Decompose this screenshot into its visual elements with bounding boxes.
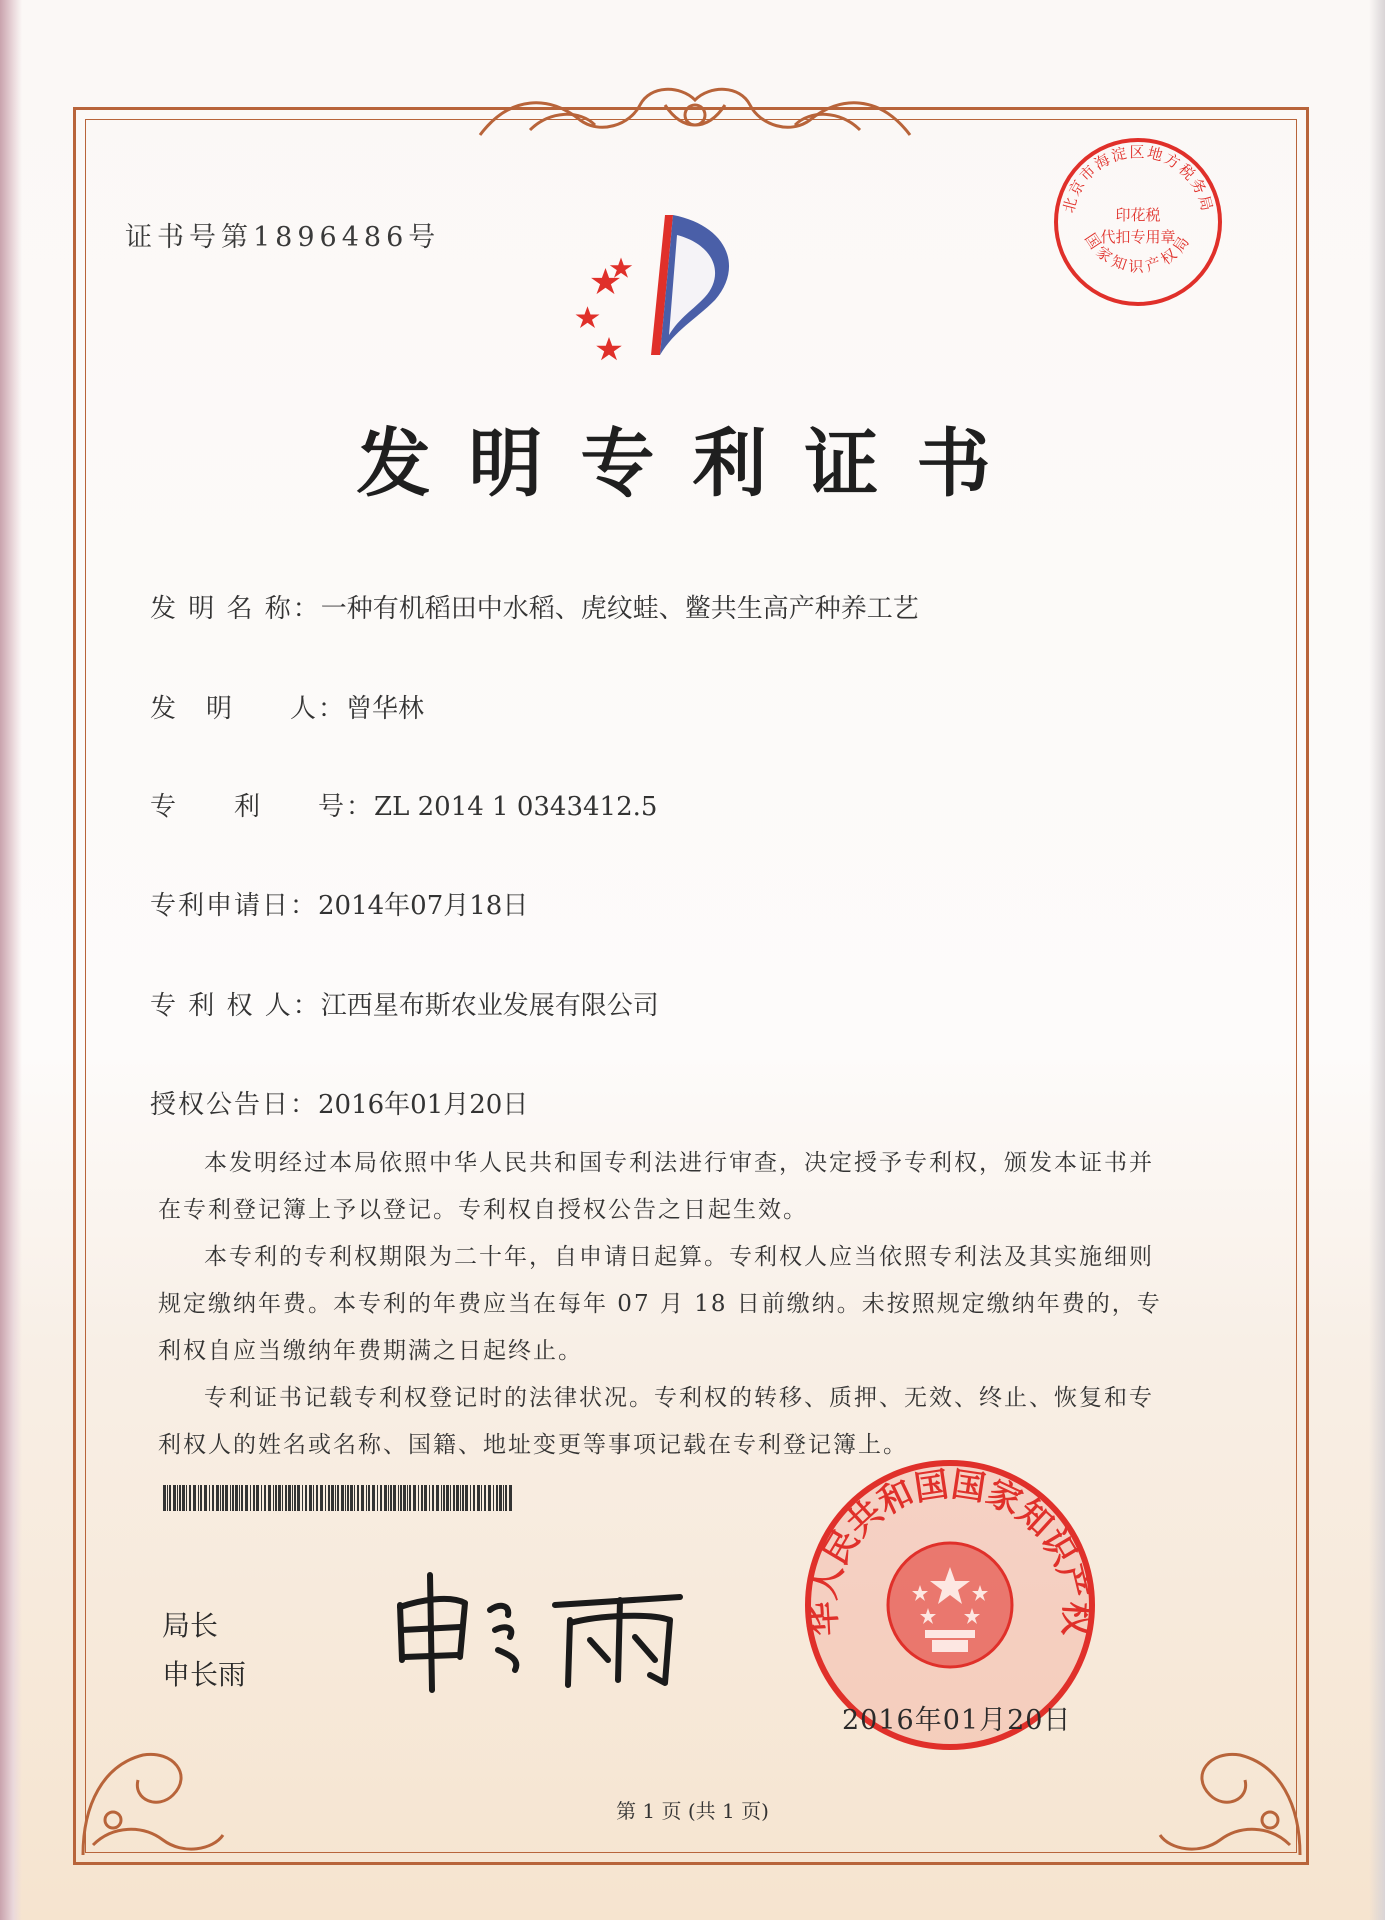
barcode-bar	[288, 1485, 291, 1511]
barcode-bar	[366, 1485, 367, 1511]
barcode-bar	[409, 1485, 411, 1511]
barcode-bar	[350, 1485, 353, 1511]
barcode-bar	[380, 1485, 382, 1511]
page-right-edge	[1369, 0, 1385, 1920]
barcode-bar	[503, 1485, 504, 1511]
barcode-bar	[285, 1485, 287, 1511]
barcode-bar	[264, 1485, 266, 1511]
field-inventor	[150, 688, 424, 725]
barcode-bar	[436, 1485, 439, 1511]
barcode-bar	[216, 1485, 219, 1511]
seal-ring-text: 华人民共和国国家知识产权	[803, 1464, 1097, 1637]
field-application-date	[150, 885, 528, 922]
legal-paragraph: 本专利的专利权期限为二十年，自申请日起算。专利权人应当依照专利法及其实施细则规定缴纳年费。本专利的年费应当在每年 07 月 18 日前缴纳。未按照规定缴纳年费的，专利权自应当缴纳年费期满之日起终止。	[158, 1244, 1162, 1364]
barcode-bar	[177, 1485, 178, 1511]
national-emblem-icon	[888, 1543, 1012, 1667]
barcode-icon	[163, 1485, 513, 1511]
director-title: 局长	[162, 1609, 219, 1642]
barcode-bar	[493, 1485, 494, 1511]
barcode-bar	[429, 1485, 430, 1511]
barcode-bar	[470, 1485, 471, 1511]
barcode-bar	[200, 1485, 202, 1511]
barcode-bar	[388, 1485, 389, 1511]
director-name: 申长雨	[162, 1658, 247, 1691]
barcode-bar	[193, 1485, 196, 1511]
barcode-bar	[261, 1485, 262, 1511]
barcode-bar	[390, 1485, 392, 1511]
barcode-bar	[328, 1485, 330, 1511]
field-label: 发 明 人：	[150, 694, 347, 724]
barcode-bar	[278, 1485, 281, 1511]
barcode-bar	[361, 1485, 364, 1511]
seal-date: 2016年01月20日	[842, 1705, 1072, 1736]
svg-text:北京市海淀区地方税务局	[1059, 143, 1216, 215]
barcode-bar	[292, 1485, 293, 1511]
sipo-logo-icon	[565, 205, 755, 365]
barcode-bar	[297, 1485, 300, 1511]
barcode-bar	[424, 1485, 427, 1511]
barcode-bar	[209, 1485, 210, 1511]
barcode-bar	[232, 1485, 234, 1511]
barcode-bar	[173, 1485, 176, 1511]
barcode-bar	[398, 1485, 399, 1511]
barcode-bar	[357, 1485, 359, 1511]
barcode-bar	[253, 1485, 255, 1511]
field-value: 2016年01月20日	[318, 1090, 529, 1120]
field-label: 专 利 权 人：	[150, 991, 321, 1021]
barcode-bar	[443, 1485, 445, 1511]
barcode-bar	[256, 1485, 259, 1511]
barcode-bar	[368, 1485, 370, 1511]
barcode-bar	[453, 1485, 455, 1511]
barcode-bar	[345, 1485, 346, 1511]
barcode-bar	[169, 1485, 171, 1511]
barcode-bar	[167, 1485, 168, 1511]
director-signature	[380, 1565, 700, 1695]
barcode-bar	[488, 1485, 491, 1511]
barcode-bar	[163, 1485, 166, 1511]
barcode-bar	[384, 1485, 387, 1511]
barcode-bar	[294, 1485, 296, 1511]
barcode-bar	[477, 1485, 480, 1511]
page-footer: 第 1 页 (共 1 页)	[616, 1799, 769, 1823]
field-label: 发 明 名 称：	[150, 594, 321, 624]
barcode-bar	[347, 1485, 349, 1511]
barcode-bar	[441, 1485, 442, 1511]
barcode-bar	[220, 1485, 221, 1511]
barcode-bar	[335, 1485, 336, 1511]
barcode-bar	[450, 1485, 451, 1511]
barcode-bar	[189, 1485, 191, 1511]
barcode-bar	[282, 1485, 283, 1511]
barcode-bar	[239, 1485, 240, 1511]
barcode-bar	[222, 1485, 224, 1511]
barcode-bar	[460, 1485, 461, 1511]
barcode-bar	[465, 1485, 468, 1511]
field-invention-name	[150, 588, 919, 625]
barcode-bar	[354, 1485, 355, 1511]
barcode-bar	[505, 1485, 507, 1511]
field-value: 曾华林	[346, 694, 425, 724]
barcode-bar	[400, 1485, 402, 1511]
legal-paragraph: 本发明经过本局依照中华人民共和国专利法进行审查，决定授予专利权，颁发本证书并在专利登记簿上予以登记。专利权自授权公告之日起生效。	[158, 1150, 1154, 1223]
barcode-bar	[186, 1485, 187, 1511]
top-ornament-icon	[470, 75, 920, 145]
barcode-bar	[275, 1485, 277, 1511]
barcode-bar	[372, 1485, 375, 1511]
barcode-bar	[320, 1485, 323, 1511]
field-grant-date	[150, 1084, 528, 1121]
legal-paragraph: 专利证书记载专利权登记时的法律状况。专利权的转移、质押、无效、终止、恢复和专利权人的姓名或名称、国籍、地址变更等事项记载在专利登记簿上。	[158, 1385, 1154, 1458]
barcode-bar	[432, 1485, 434, 1511]
field-label: 专利申请日：	[150, 891, 319, 921]
barcode-bar	[316, 1485, 318, 1511]
field-label: 专 利 号：	[150, 792, 375, 822]
barcode-bar	[499, 1485, 502, 1511]
field-value: 一种有机稻田中水稻、虎纹蛙、鳖共生高产种养工艺	[320, 594, 919, 624]
certificate-number: 证书号第1896486号	[125, 222, 441, 253]
field-value: ZL 2014 1 0343412.5	[374, 792, 658, 822]
barcode-bar	[212, 1485, 214, 1511]
certificate-title: 发明专利证书	[356, 421, 1029, 507]
barcode-bar	[446, 1485, 449, 1511]
barcode-bar	[418, 1485, 419, 1511]
barcode-bar	[273, 1485, 274, 1511]
barcode-bar	[462, 1485, 464, 1511]
barcode-bar	[413, 1485, 416, 1511]
page-left-edge	[0, 0, 22, 1920]
barcode-bar	[456, 1485, 459, 1511]
barcode-bar	[204, 1485, 207, 1511]
barcode-bar	[407, 1485, 408, 1511]
tax-stamp	[1048, 132, 1228, 316]
field-patent-number	[150, 786, 657, 823]
barcode-bar	[331, 1485, 334, 1511]
barcode-bar	[393, 1485, 396, 1511]
barcode-bar	[179, 1485, 181, 1511]
tax-stamp-bottom-text: 国家知识产权局	[1081, 229, 1195, 276]
field-value: 江西星布斯农业发展有限公司	[320, 991, 659, 1021]
barcode-bar	[235, 1485, 238, 1511]
tax-stamp-ring-text: 北京市海淀区地方税务局	[1059, 143, 1217, 215]
barcode-bar	[377, 1485, 378, 1511]
barcode-bar	[509, 1485, 512, 1511]
barcode-bar	[473, 1485, 475, 1511]
barcode-bar	[481, 1485, 482, 1511]
field-patentee	[150, 985, 659, 1022]
field-value: 2014年07月18日	[318, 891, 529, 921]
barcode-bar	[403, 1485, 406, 1511]
barcode-bar	[268, 1485, 271, 1511]
barcode-bar	[182, 1485, 185, 1511]
barcode-bar	[313, 1485, 314, 1511]
barcode-bar	[302, 1485, 303, 1511]
barcode-bar	[341, 1485, 344, 1511]
tax-stamp-center-line1: 印花税	[1115, 206, 1161, 224]
barcode-bar	[245, 1485, 248, 1511]
barcode-bar	[484, 1485, 486, 1511]
tax-stamp-center-line2: 代扣专用章	[1100, 228, 1176, 246]
barcode-bar	[225, 1485, 228, 1511]
barcode-bar	[241, 1485, 243, 1511]
barcode-bar	[309, 1485, 312, 1511]
barcode-bar	[337, 1485, 339, 1511]
barcode-bar	[230, 1485, 231, 1511]
barcode-bar	[421, 1485, 423, 1511]
field-label: 授权公告日：	[150, 1090, 319, 1120]
barcode-bar	[198, 1485, 199, 1511]
barcode-bar	[496, 1485, 498, 1511]
barcode-bar	[250, 1485, 251, 1511]
barcode-bar	[325, 1485, 326, 1511]
barcode-bar	[305, 1485, 307, 1511]
legal-text	[158, 1140, 1168, 1469]
